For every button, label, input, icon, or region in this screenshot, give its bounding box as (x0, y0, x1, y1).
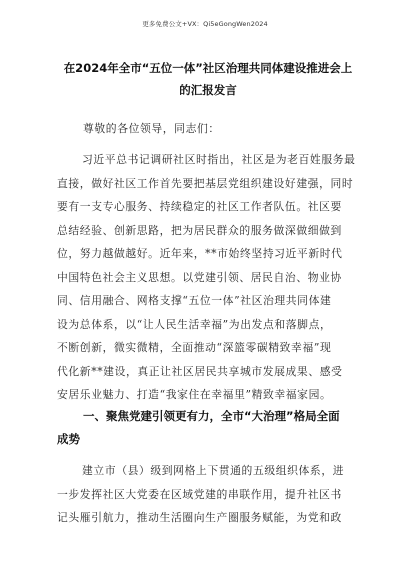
salutation: 尊敬的各位领导，同志们： (83, 122, 220, 135)
paragraph-line: 一步发挥社区大党委在区域党建的串联作用，提升社区书 (57, 487, 342, 501)
paragraph-line: 中国特色社会主义思想。以党建引领、居民自治、物业协 (57, 270, 342, 284)
paragraph-line: 要有一支专心服务、持续稳定的社区工作者队伍。社区要 (57, 200, 342, 213)
document-title-line-2: 的汇报发言 (179, 83, 237, 97)
document-title-line-1: 在2024年全市“五位一体”社区治理共同体建设推进会上 (63, 61, 353, 75)
paragraph-line: 不断创新，微实微精，全面推动“深篮零碳精致幸福”现 (57, 341, 332, 354)
paragraph-line: 记头雁引航力，推动生活圈向生产圈服务赋能，为党和政 (57, 511, 342, 524)
paragraph-line: 设为总体系，以“让人民生活幸福”为出发点和落脚点， (57, 317, 332, 331)
paragraph-1 (57, 148, 367, 407)
paragraph-line: 同、信用融合、网格支撑“五位一体”社区治理共同体建 (57, 294, 332, 307)
paragraph-line: 习近平总书记调研社区时指出，社区是为老百姓服务最 (82, 153, 356, 166)
watermark-text: 更多免费公文+VX：Qi5eGongWen2024 (142, 20, 268, 28)
paragraph-line: 位，努力越做越好。近年来，**市始终坚持习近平新时代 (57, 247, 343, 260)
paragraph-2 (57, 459, 367, 530)
paragraph-line: 建立市（县）级到网格上下贯通的五级组织体系，进 (82, 464, 345, 477)
paragraph-line: 代化新**建设，真正让社区居民共享城市发展成果、感受 (57, 364, 343, 378)
paragraph-line: 直接，做好社区工作首先要把基层党组织建设好建强，同时 (57, 176, 354, 190)
section-heading-1-line-2: 成势 (57, 432, 80, 446)
paragraph-line: 安居乐业魅力、打造“我家住在幸福里”精致幸福家园。 (57, 388, 332, 401)
section-heading-1-line-1: 一、聚焦党建引领更有力，全市“大治理”格局全面 (83, 409, 340, 423)
paragraph-line: 总结经验、创新思路，把为居民群众的服务做深做细做到 (57, 223, 342, 237)
